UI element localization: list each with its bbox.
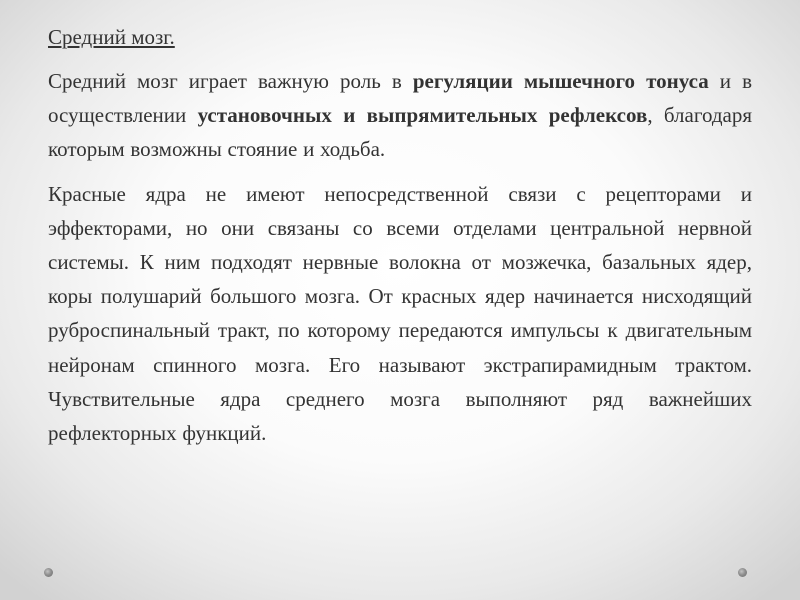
paragraph1-run: и в осуществлении bbox=[48, 69, 752, 128]
slide-heading: Средний мозг. bbox=[48, 25, 175, 49]
paragraph-red-nuclei: Красные ядра не имеют непосредственной связи с рецепторами и эффекторами, но они связаны со всеми отделами центральной нервной системы. К ним подходят нервные волокна от мозжечка, базальных ядер, коры полушарий большого мозга. От красных ядер начинается нисходящий руброспинальный тракт, по которому передаются импульсы к двигательным нейронам спинного мозга. Его называют экстрапирамидным трактом. Чувствительные ядра среднего мозга выполняют ряд важнейших рефлекторных функций. bbox=[48, 181, 752, 446]
paragraph1-run: , благодаря которым возможны стояние и ходьба. bbox=[48, 103, 753, 162]
dot-ornament-icon bbox=[44, 568, 53, 577]
slide-content bbox=[48, 20, 752, 460]
paragraph1-bold-run: регуляции мышечного тонуса bbox=[412, 69, 709, 93]
dot-ornament-icon bbox=[738, 568, 747, 577]
paragraph-midbrain-role bbox=[48, 64, 752, 167]
paragraph1-bold-run: установочных и выпрямительных рефлексов bbox=[197, 103, 648, 128]
paragraph1-run: Средний мозг играет важную роль в bbox=[48, 69, 413, 93]
